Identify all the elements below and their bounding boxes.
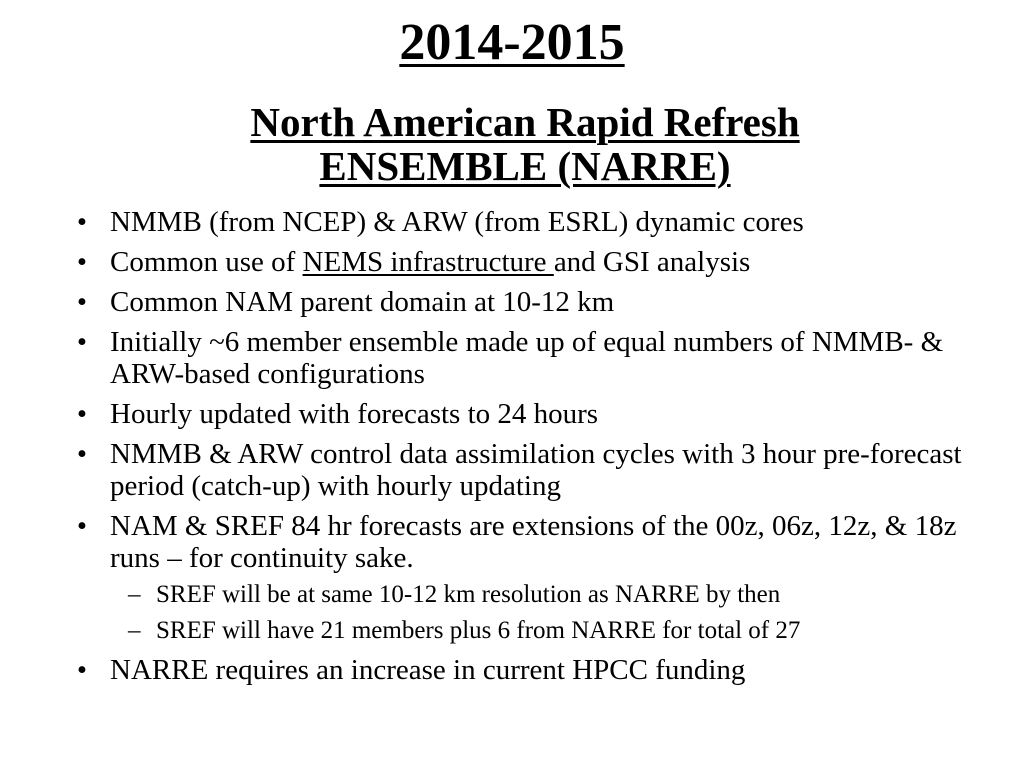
- slide-title: 2014-2015: [399, 14, 625, 71]
- sub-bullet-dash: –: [128, 581, 141, 608]
- bullet-dot: •: [76, 206, 88, 238]
- bullet-text-post: and GSI analysis: [553, 246, 751, 278]
- bullet-text: NMMB & ARW control data assimilation cycles with 3 hour pre-forecast period (catch-up) with hourly updating: [110, 438, 962, 502]
- bullet-dot: •: [76, 510, 88, 542]
- bullet-text: Common NAM parent domain at 10-12 km: [110, 286, 615, 318]
- bullet-item: [72, 246, 1012, 278]
- bullet-item: [72, 438, 1012, 502]
- sub-bullet-list: [110, 580, 1012, 646]
- subtitle-line-1: North American Rapid Refresh: [250, 99, 800, 145]
- slide-subtitle: [120, 100, 930, 188]
- bullet-item: [72, 326, 1012, 390]
- bullet-text: Hourly updated with forecasts to 24 hours: [110, 398, 599, 430]
- bullet-dot: •: [76, 438, 88, 470]
- bullet-item: [72, 654, 1012, 686]
- sub-bullet-text: SREF will be at same 10-12 km resolution as NARRE by then: [156, 581, 781, 608]
- sub-bullet-item: [110, 580, 1012, 610]
- bullet-dot: •: [76, 286, 88, 318]
- sub-bullet-text: SREF will have 21 members plus 6 from NARRE for total of 27: [156, 617, 801, 644]
- nems-infrastructure-link[interactable]: NEMS infrastructure: [302, 246, 554, 278]
- bullet-text-pre: Common use of: [110, 246, 303, 278]
- bullet-dot: •: [76, 246, 88, 278]
- bullet-item: [72, 206, 1012, 238]
- sub-bullet-dash: –: [128, 617, 141, 644]
- bullet-dot: •: [76, 654, 88, 686]
- bullet-text: NMMB (from NCEP) & ARW (from ESRL) dynamic cores: [110, 206, 804, 238]
- bullet-item: [72, 398, 1012, 430]
- bullet-item: [72, 286, 1012, 318]
- bullet-list: [72, 206, 1012, 694]
- bullet-dot: •: [76, 326, 88, 358]
- subtitle-line-2: ENSEMBLE (NARRE): [319, 143, 731, 189]
- bullet-dot: •: [76, 398, 88, 430]
- bullet-text: Initially ~6 member ensemble made up of equal numbers of NMMB- & ARW-based configurations: [110, 326, 944, 390]
- bullet-item: [72, 510, 1012, 646]
- sub-bullet-item: [110, 616, 1012, 646]
- bullet-text: NARRE requires an increase in current HPCC funding: [110, 654, 746, 686]
- bullet-text: NAM & SREF 84 hr forecasts are extensions of the 00z, 06z, 12z, & 18z runs – for continuity sake.: [110, 510, 957, 574]
